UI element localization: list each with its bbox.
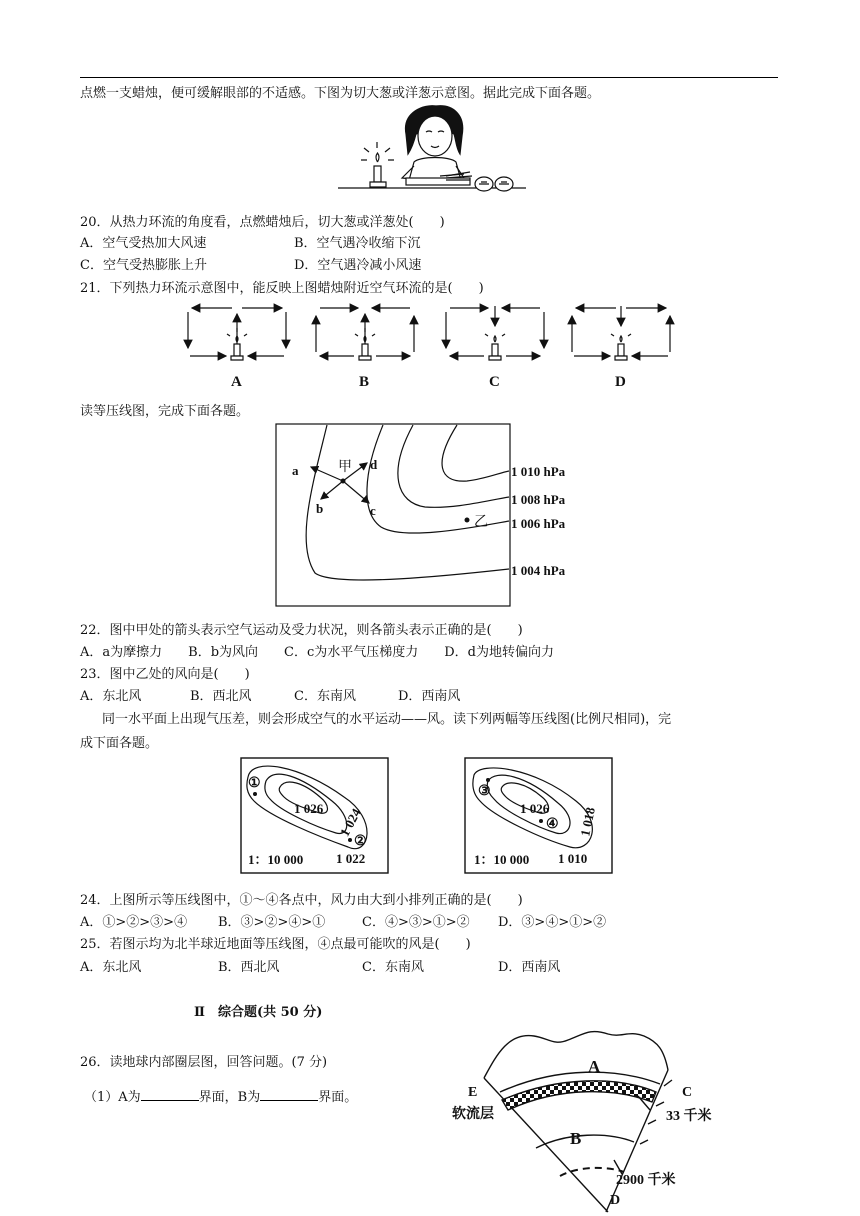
isobar-label-1004: 1 004 hPa — [511, 563, 566, 578]
diagram-b — [316, 308, 414, 360]
left-value-1022: 1 022 — [336, 851, 366, 866]
top-rule — [80, 77, 778, 78]
label-a: A — [588, 1057, 601, 1076]
diagram-c — [446, 306, 544, 360]
left-value-1026: 1 026 — [294, 801, 324, 816]
isobar-label-1006: 1 006 hPa — [511, 516, 566, 531]
q20-option-b: B．空气遇冷收缩下沉 — [294, 236, 421, 251]
answer-blank-a[interactable] — [141, 1088, 199, 1101]
q26-sub1-part-c: 界面。 — [318, 1090, 358, 1105]
candle-icon — [611, 334, 631, 360]
earth-interior-diagram — [438, 1026, 738, 1214]
intro-text: 点燃一支蜡烛，便可缓解眼部的不适感。下图为切大葱或洋葱示意图。据此完成下面各题。 — [80, 86, 601, 101]
q23-option-d: D．西南风 — [398, 689, 461, 704]
thermal-circulation-diagrams — [180, 300, 680, 396]
point-2-label: ② — [354, 834, 367, 849]
arrow-b-label: b — [316, 501, 324, 516]
diagram-d — [572, 306, 670, 360]
point-yi-label: 乙 — [474, 515, 488, 530]
left-value-1024: 1 024 — [336, 805, 364, 839]
label-depth-2900km: 2900 千米 — [616, 1173, 676, 1188]
point-3-label: ③ — [478, 784, 491, 799]
girl-cutting-onion-illustration — [336, 104, 528, 196]
q21-stem: 21．下列热力环流示意图中，能反映上图蜡烛附近空气环流的是( ) — [80, 281, 484, 296]
q26-stem: 26．读地球内部圈层图，回答问题。(7 分) — [80, 1055, 328, 1070]
isobar-label-1008: 1 008 hPa — [511, 492, 566, 507]
right-scale: 1：10 000 — [474, 852, 530, 867]
right-value-1010: 1 010 — [558, 851, 588, 866]
q24-option-a: A．①>②>③>④ — [80, 915, 188, 930]
q26-sub1 — [84, 1088, 357, 1107]
point-jia-label: 甲 — [338, 460, 352, 475]
q23-option-b: B．西北风 — [190, 689, 252, 704]
wind-paragraph-line1: 同一水平面上出现气压差，则会形成空气的水平运动——风。读下列两幅等压线图(比例尺相同)，完 — [102, 712, 672, 727]
q20-option-a: A．空气受热加大风速 — [80, 236, 207, 251]
q24-option-d: D．③>④>①>② — [498, 915, 607, 930]
diagram-label-d: D — [615, 374, 626, 390]
arrow-d-label: d — [370, 457, 378, 472]
diagram-label-b: B — [359, 374, 370, 390]
isobar-map-left — [240, 757, 390, 875]
section-2-title: Ⅱ 综合题(共 50 分) — [194, 1005, 323, 1020]
diagram-a — [188, 308, 286, 360]
arrow-c-label: c — [370, 503, 376, 518]
q22-options: A．a为摩擦力 B．b为风向 C．c为水平气压梯度力 D．d为地转偏向力 — [80, 645, 554, 660]
q26-sub1-part-b: 界面，B为 — [198, 1090, 261, 1105]
arrow-a-label: a — [292, 463, 299, 478]
q26-sub1-part-a: （1）A为 — [84, 1090, 141, 1105]
label-depth-33km: 33 千米 — [666, 1109, 712, 1124]
right-value-1026: 1 026 — [520, 801, 550, 816]
q24-stem: 24．上图所示等压线图中，①～④各点中，风力由大到小排列正确的是( ) — [80, 893, 523, 908]
label-soft-layer: 软流层 — [452, 1107, 494, 1122]
q23-stem: 23．图中乙处的风向是( ) — [80, 667, 250, 682]
q25-option-d: D．西南风 — [498, 960, 561, 975]
diagram-label-c: C — [489, 374, 500, 390]
q23-option-c: C．东南风 — [294, 689, 356, 704]
diagram-label-a: A — [231, 374, 242, 390]
q24-option-b: B．③>②>④>① — [218, 915, 326, 930]
wind-paragraph-line2: 成下面各题。 — [80, 736, 159, 751]
isobar-map — [275, 423, 597, 609]
label-d: D — [610, 1193, 621, 1208]
label-b: B — [570, 1129, 582, 1148]
isobar-label-1010: 1 010 hPa — [511, 464, 566, 479]
right-value-1018: 1 018 — [577, 805, 598, 838]
q20-option-d: D．空气遇冷减小风速 — [294, 258, 422, 273]
answer-blank-b[interactable] — [260, 1088, 318, 1101]
q24-option-c: C．④>③>①>② — [362, 915, 470, 930]
q25-option-c: C．东南风 — [362, 960, 424, 975]
isobar-map-right — [464, 757, 614, 875]
q20-option-c: C．空气受热膨胀上升 — [80, 258, 207, 273]
isobar-intro: 读等压线图，完成下面各题。 — [80, 404, 250, 419]
q25-stem: 25．若图示均为北半球近地面等压线图，④点最可能吹的风是( ) — [80, 937, 471, 952]
q20-stem: 20．从热力环流的角度看，点燃蜡烛后，切大葱或洋葱处( ) — [80, 215, 445, 230]
point-1-label: ① — [248, 776, 261, 791]
label-c: C — [682, 1085, 693, 1100]
candle-icon — [485, 334, 505, 360]
point-4-label: ④ — [546, 817, 559, 832]
left-scale: 1：10 000 — [248, 852, 304, 867]
q22-stem: 22．图中甲处的箭头表示空气运动及受力状况，则各箭头表示正确的是( ) — [80, 623, 523, 638]
label-e: E — [468, 1085, 478, 1100]
q25-option-b: B．西北风 — [218, 960, 280, 975]
q25-option-a: A．东北风 — [80, 960, 142, 975]
q23-option-a: A．东北风 — [80, 689, 142, 704]
